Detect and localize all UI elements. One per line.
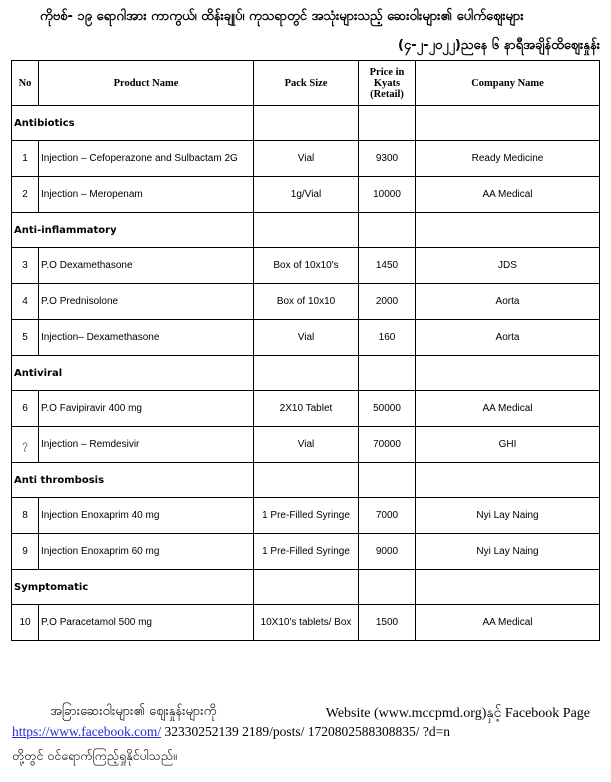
table-row — [12, 284, 600, 320]
empty-cell — [254, 463, 359, 498]
table-row — [12, 177, 600, 213]
category-row — [12, 463, 600, 498]
cell-product: Injection – Remdesivir — [39, 427, 254, 463]
cell-no: 3 — [12, 248, 39, 284]
header-no: No — [12, 61, 39, 106]
header-pack-size: Pack Size — [254, 61, 359, 106]
price-table — [11, 60, 600, 641]
cell-product: Injection Enoxaprim 40 mg — [39, 498, 254, 534]
document-title: ကိုဗစ်- ၁၉ ရောဂါအား ကာကွယ်၊ ထိန်းချုပ်၊ ကုသရာတွင် အသုံးများသည့် ဆေးဝါးများ၏ ပေါက်ဈေးများ — [40, 9, 524, 24]
cell-no: 4 — [12, 284, 39, 320]
cell-company: GHI — [416, 427, 600, 463]
empty-cell — [254, 213, 359, 248]
footer-line-3: တို့တွင် ဝင်ရောက်ကြည့်ရှုနိုင်ပါသည်။ — [12, 748, 177, 763]
header-price: Price in Kyats (Retail) — [359, 61, 416, 106]
empty-cell — [416, 463, 600, 498]
cell-pack: Box of 10x10 — [254, 284, 359, 320]
cell-company: AA Medical — [416, 391, 600, 427]
cell-pack: 2X10 Tablet — [254, 391, 359, 427]
cell-product: Injection – Cefoperazone and Sulbactam 2G — [39, 141, 254, 177]
cell-price: 70000 — [359, 427, 416, 463]
empty-cell — [359, 463, 416, 498]
cell-company: AA Medical — [416, 177, 600, 213]
cell-price: 9300 — [359, 141, 416, 177]
category-label: Symptomatic — [12, 570, 254, 605]
table-row — [12, 427, 600, 463]
cell-no: 10 — [12, 605, 39, 641]
cell-price: 10000 — [359, 177, 416, 213]
category-label: Anti-inflammatory — [12, 213, 254, 248]
cell-pack: 1 Pre-Filled Syringe — [254, 498, 359, 534]
cell-pack: 10X10's tablets/ Box — [254, 605, 359, 641]
facebook-link[interactable]: https://www.facebook.com/ — [12, 724, 162, 739]
cell-product: Injection– Dexamethasone — [39, 320, 254, 356]
table-row — [12, 605, 600, 641]
empty-cell — [359, 356, 416, 391]
cell-no: ၇ — [12, 427, 39, 463]
table-row — [12, 534, 600, 570]
cell-pack: 1 Pre-Filled Syringe — [254, 534, 359, 570]
header-product-name: Product Name — [39, 61, 254, 106]
cell-price: 160 — [359, 320, 416, 356]
cell-product: P.O Paracetamol 500 mg — [39, 605, 254, 641]
cell-price: 50000 — [359, 391, 416, 427]
footer-line-2 — [12, 724, 592, 740]
cell-no: 6 — [12, 391, 39, 427]
cell-product: P.O Favipiravir 400 mg — [39, 391, 254, 427]
table-header-row — [12, 61, 600, 106]
document-subtitle-date: (၄-၂-၂၀၂၂)ညနေ ၆ နာရီအချိန်ထိဈေးနှုန်း — [398, 38, 600, 53]
empty-cell — [359, 213, 416, 248]
cell-pack: Vial — [254, 141, 359, 177]
cell-price: 2000 — [359, 284, 416, 320]
table-row — [12, 141, 600, 177]
cell-company: Aorta — [416, 320, 600, 356]
cell-no: 1 — [12, 141, 39, 177]
cell-product: Injection – Meropenam — [39, 177, 254, 213]
cell-no: 5 — [12, 320, 39, 356]
category-row — [12, 106, 600, 141]
cell-price: 9000 — [359, 534, 416, 570]
cell-company: Nyi Lay Naing — [416, 534, 600, 570]
cell-product: P.O Prednisolone — [39, 284, 254, 320]
header-company-name: Company Name — [416, 61, 600, 106]
empty-cell — [416, 570, 600, 605]
footer-intro-text: အခြားဆေးဝါးများ၏ ဈေးနှုန်းများကို — [50, 704, 217, 719]
cell-product: Injection Enoxaprim 60 mg — [39, 534, 254, 570]
footer-line-1 — [12, 703, 590, 724]
cell-product: P.O Dexamethasone — [39, 248, 254, 284]
empty-cell — [416, 106, 600, 141]
cell-price: 7000 — [359, 498, 416, 534]
empty-cell — [359, 106, 416, 141]
category-label: Antibiotics — [12, 106, 254, 141]
cell-pack: 1g/Vial — [254, 177, 359, 213]
table-row — [12, 248, 600, 284]
cell-no: 9 — [12, 534, 39, 570]
empty-cell — [254, 356, 359, 391]
empty-cell — [416, 356, 600, 391]
category-label: Anti thrombosis — [12, 463, 254, 498]
empty-cell — [254, 570, 359, 605]
cell-company: JDS — [416, 248, 600, 284]
footer-website-text: Website (www.mccpmd.org)နှင့် Facebook Page — [325, 706, 590, 721]
cell-company: Nyi Lay Naing — [416, 498, 600, 534]
cell-price: 1500 — [359, 605, 416, 641]
category-label: Antiviral — [12, 356, 254, 391]
table-row — [12, 498, 600, 534]
table-row — [12, 391, 600, 427]
empty-cell — [254, 106, 359, 141]
empty-cell — [416, 213, 600, 248]
table-row — [12, 320, 600, 356]
cell-price: 1450 — [359, 248, 416, 284]
cell-company: Ready Medicine — [416, 141, 600, 177]
category-row — [12, 356, 600, 391]
cell-pack: Box of 10x10's — [254, 248, 359, 284]
cell-no: 2 — [12, 177, 39, 213]
cell-company: AA Medical — [416, 605, 600, 641]
category-row — [12, 213, 600, 248]
cell-pack: Vial — [254, 320, 359, 356]
cell-company: Aorta — [416, 284, 600, 320]
cell-no: 8 — [12, 498, 39, 534]
category-row — [12, 570, 600, 605]
facebook-link-rest: 32330252139 2189/posts/ 1720802588308835/ ?d=n — [161, 724, 450, 739]
cell-pack: Vial — [254, 427, 359, 463]
empty-cell — [359, 570, 416, 605]
